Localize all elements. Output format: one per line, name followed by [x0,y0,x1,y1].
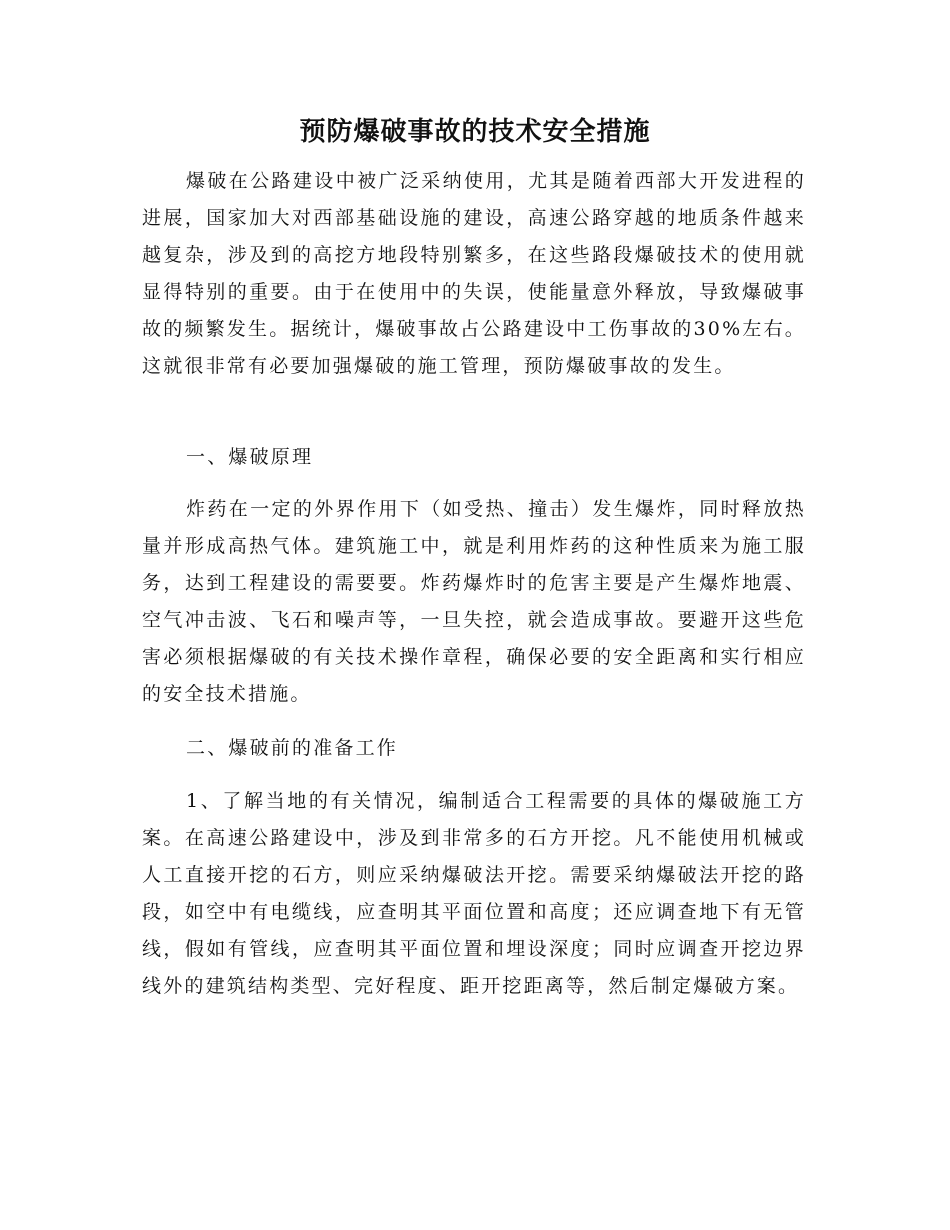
document-title: 预防爆破事故的技术安全措施 [299,117,651,147]
section-heading-preparation: 二、爆破前的准备工作 [186,737,399,759]
paragraph-intro: 爆破在公路建设中被广泛采纳使用，尤其是随着西部大开发进程的进展，国家加大对西部基础设施的建设，高速公路穿越的地质条件越来越复杂，涉及到的高挖方地段特别繁多，在这些路段爆破技术的使用就显得特别的重要。由于在使用中的失误，使能量意外释放，导致爆破事故的频繁发生。据统计，爆破事故占公路建设中工伤事故的30%左右。这就很非常有必要加强爆破的施工管理，预防爆破事故的发生。 [142,170,806,377]
section-heading-blasting-principle: 一、爆破原理 [186,446,314,468]
paragraph-blasting-principle: 炸药在一定的外界作用下（如受热、撞击）发生爆炸，同时释放热量并形成高热气体。建筑施工中，就是利用炸药的这种性质来为施工服务，达到工程建设的需要要。炸药爆炸时的危害主要是产生爆炸地震、空气冲击波、飞石和噪声等，一旦失控，就会造成事故。要避开这些危害必须根据爆破的有关技术操作章程，确保必要的安全距离和实行相应的安全技术措施。 [142,498,806,705]
paragraph-preparation-item-1: 1、了解当地的有关情况，编制适合工程需要的具体的爆破施工方案。在高速公路建设中，涉及到非常多的石方开挖。凡不能使用机械或人工直接开挖的石方，则应采纳爆破法开挖。需要采纳爆破法开挖的路段，如空中有电缆线，应查明其平面位置和高度；还应调查地下有无管线，假如有管线，应查明其平面位置和埋设深度；同时应调查开挖边界线外的建筑结构类型、完好程度、距开挖距离等，然后制定爆破方案。 [142,790,806,997]
